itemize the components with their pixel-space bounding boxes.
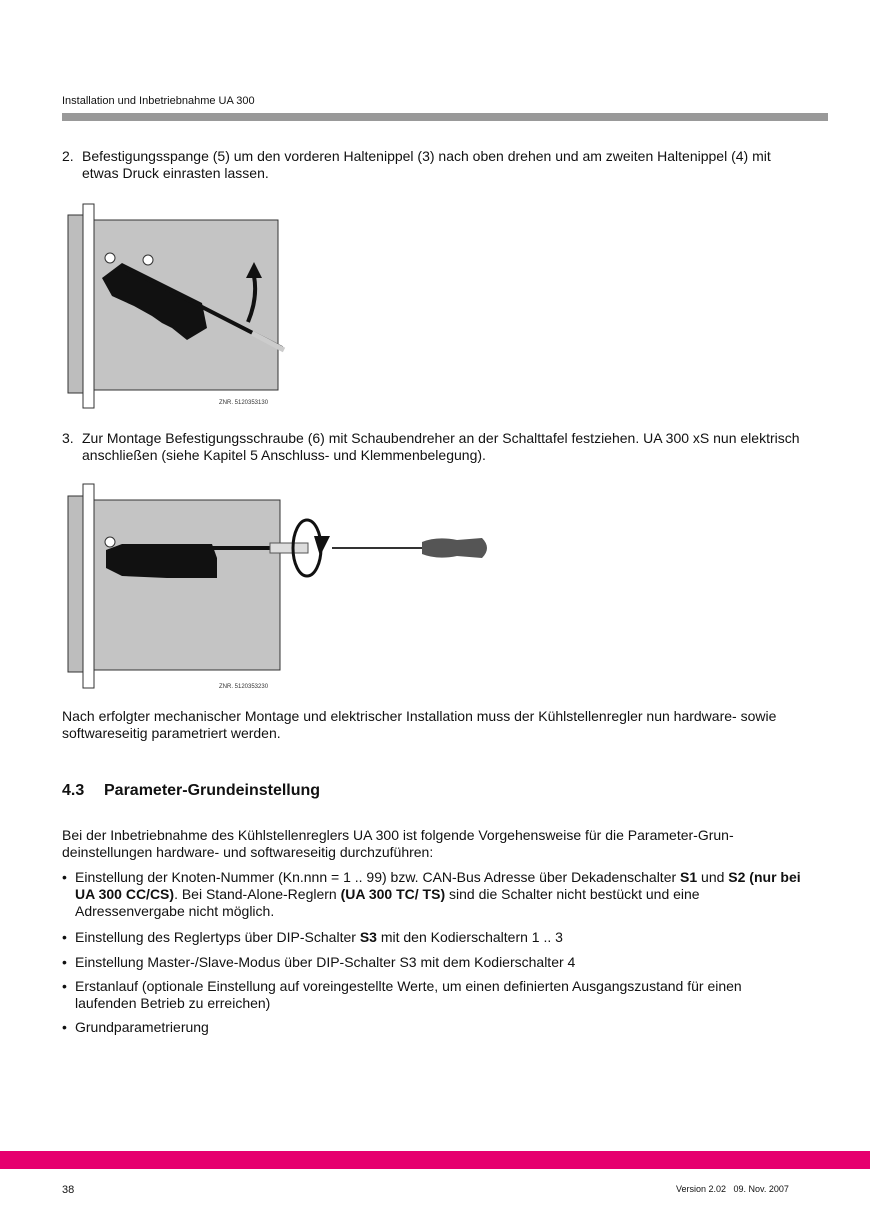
section-title: Parameter-Grundeinstellung [104,782,321,799]
step-2 [62,148,802,182]
header-rule [62,113,828,121]
bullet-icon: • [62,1019,67,1035]
step-text: Befestigungsspange (5) um den vorderen Haltenippel (3) nach oben drehen und am zweiten Haltenippel (4) mit etwas Druck einrasten lassen. [82,148,771,181]
text: Einstellung Master-/Slave-Modus über DIP-Schalter S3 mit dem Kodierschalter 4 [75,954,576,970]
step-text: Zur Montage Befestigungsschraube (6) mit Schaubendreher an der Schalttafel festziehen. UA 300 xS nun elektrisch anschließen (siehe Kapitel 5 Anschluss- und Klemmenbelegung). [82,430,800,463]
section-heading [62,782,320,800]
bullet-item [62,954,802,971]
bullet-icon: • [62,929,67,945]
figure-caption: ZNR. 5120353130 [219,400,269,406]
text: Einstellung der Knoten-Nummer (Kn.nnn = 1 .. 99) bzw. CAN-Bus Adresse über Dekadenschalter [75,869,681,885]
text: und [697,869,729,885]
bold-text: (UA 300 TC/ TS) [340,886,446,902]
bullet-icon: • [62,869,67,885]
bullet-icon: • [62,978,67,994]
text: Einstellung des Reglertyps über DIP-Schalter [75,929,360,945]
section-number: 4.3 [62,782,85,799]
version-info: Version 2.02 09. Nov. 2007 [676,1184,789,1194]
bullet-icon: • [62,954,67,970]
paragraph-intro: Bei der Inbetriebnahme des Kühlstellenreglers UA 300 ist folgende Vorgehensweise für die Parameter-Grun- deinstellungen hardware- und softwareseitig durchzuführen: [62,827,734,860]
bullet-item [62,869,802,920]
text: Erstanlauf (optionale Einstellung auf voreingestellte Werte, um einen definierten Ausgangszustand für einen laufenden Betrieb zu erreichen) [75,978,742,1011]
bold-text: S1 [680,869,698,885]
text: . Bei Stand-Alone-Reglern [174,886,341,902]
page-number: 38 [62,1184,75,1196]
text: Grundparametrierung [75,1019,209,1035]
step-number: 3. [62,430,74,446]
bold-text: S3 [359,929,377,945]
paragraph-installation: Nach erfolgter mechanischer Montage und elektrischer Installation muss der Kühlstellenregler nun hardware- sowie softwareseitig parametriert werden. [62,708,777,741]
bullet-item [62,978,802,1012]
bullet-item [62,929,802,946]
bullet-item [62,1019,802,1036]
running-header: Installation und Inbetriebnahme UA 300 [62,95,255,107]
bold-text: S2 (nur bei UA 300 CC/CS) [75,869,801,902]
text: mit den Kodierschaltern 1 .. 3 [376,929,563,945]
footer-band [0,1151,870,1169]
figure-mounting-clip-rotate [62,198,302,413]
figure-caption: ZNR. 5120353230 [219,684,269,690]
step-number: 2. [62,148,74,164]
step-3 [62,430,802,464]
text: sind die Schalter nicht bestückt und eine Adressenvergabe nicht möglich. [75,886,700,919]
figure-mounting-screw-tighten [62,478,502,693]
